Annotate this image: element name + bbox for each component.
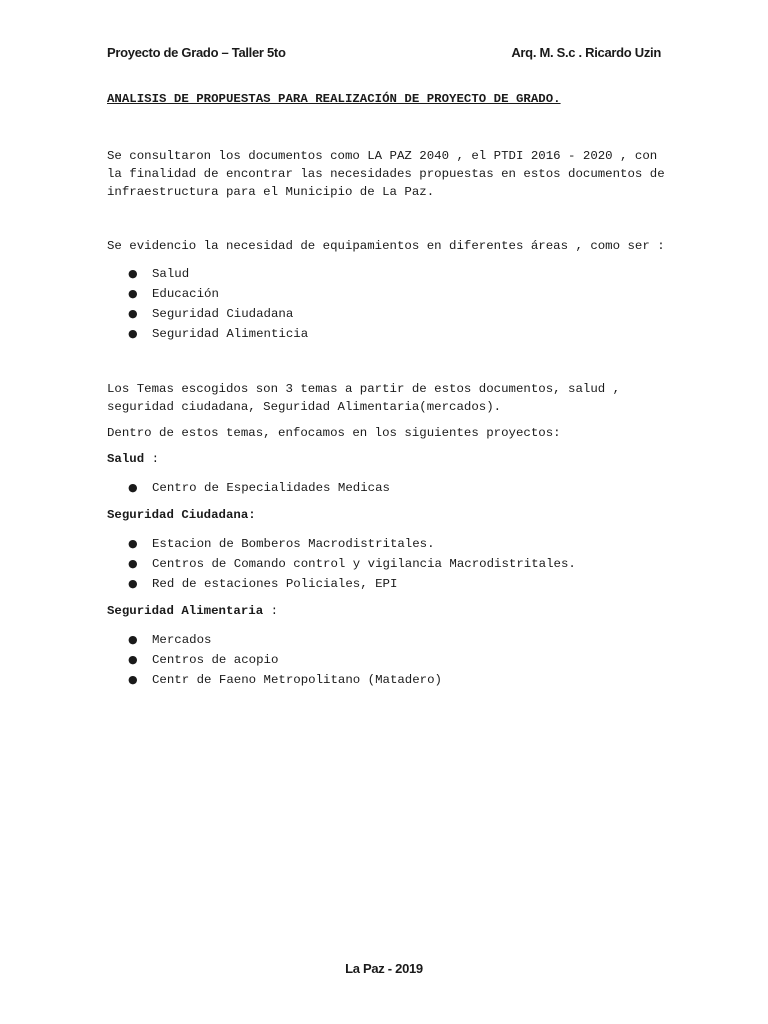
document-body — [107, 90, 667, 690]
bullet-icon: ● — [128, 653, 138, 666]
list-item: ● Salud — [107, 264, 667, 284]
bullet-icon: ● — [128, 267, 138, 280]
bullet-icon: ● — [128, 537, 138, 550]
list-item: ● Educación — [107, 284, 667, 304]
bullet-icon: ● — [128, 557, 138, 570]
bullet-icon: ● — [128, 287, 138, 300]
list-item: ● Mercados — [107, 630, 667, 650]
section-label-salud: Salud : — [107, 452, 160, 466]
bullet-icon: ● — [128, 673, 138, 686]
bullet-icon: ● — [128, 577, 138, 590]
header-author: Arq. M. S.c . Ricardo Uzin — [511, 45, 661, 60]
document-title: ANALISIS DE PROPUESTAS PARA REALIZACIÓN DE PROYECTO DE GRADO. — [107, 92, 561, 106]
list-item: ● Centros de acopio — [107, 650, 667, 670]
bullet-icon: ● — [128, 633, 138, 646]
list-item: ● Centros de Comando control y vigilancia Macrodistritales. — [107, 554, 667, 574]
list-item: ● Seguridad Alimenticia — [107, 324, 667, 344]
list-item: ● Centro de Especialidades Medicas — [107, 478, 667, 498]
paragraph-focus: Dentro de estos temas, enfocamos en los siguientes proyectos: — [107, 426, 561, 440]
list-item: ● Estacion de Bomberos Macrodistritales. — [107, 534, 667, 554]
bullet-icon: ● — [128, 327, 138, 340]
list-item: ● Seguridad Ciudadana — [107, 304, 667, 324]
list-item: ● Red de estaciones Policiales, EPI — [107, 574, 667, 594]
section-label-seguridad-alimentaria: Seguridad Alimentaria : — [107, 604, 279, 618]
seguridad-alimentaria-projects-list — [107, 630, 667, 690]
areas-list — [107, 264, 667, 344]
bullet-icon: ● — [128, 307, 138, 320]
seguridad-ciudadana-projects-list — [107, 534, 667, 594]
paragraph-needs: Se evidencio la necesidad de equipamientos en diferentes áreas , como ser : — [107, 239, 665, 253]
section-label-seguridad-ciudadana: Seguridad Ciudadana: — [107, 508, 256, 522]
salud-projects-list — [107, 478, 667, 498]
bullet-icon: ● — [128, 481, 138, 494]
paragraph-themes: Los Temas escogidos son 3 temas a partir de estos documentos, salud , seguridad ciudadana, Seguridad Alimentaria(mercados). — [107, 382, 621, 414]
list-item: ● Centr de Faeno Metropolitano (Matadero) — [107, 670, 667, 690]
page-footer: La Paz - 2019 — [345, 961, 423, 976]
header-project-title: Proyecto de Grado – Taller 5to — [107, 45, 286, 60]
page-header — [107, 45, 661, 65]
paragraph-intro: Se consultaron los documentos como LA PAZ 2040 , el PTDI 2016 - 2020 , con la finalidad de encontrar las necesidades propuestas en estos documentos de infraestructura para el Municipio de La Paz. — [107, 149, 665, 199]
